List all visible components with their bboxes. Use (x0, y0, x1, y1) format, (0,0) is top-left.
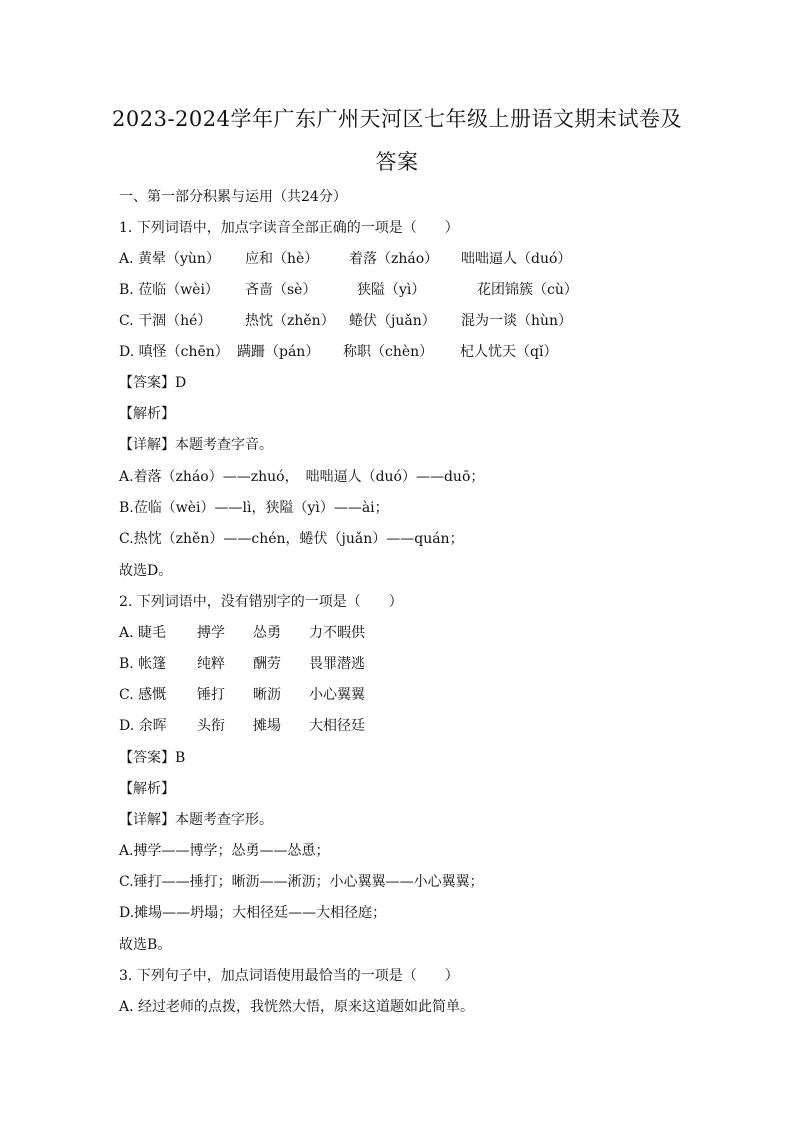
q1-conclusion: 故选D。 (119, 563, 173, 579)
q2-d-word-2: 头衔 (197, 718, 225, 734)
q1-c-word-1: C. 干涸（hé） (119, 313, 212, 329)
q1-stem: 1. 下列词语中，加点字读音全部正确的一项是（ ） (119, 220, 459, 236)
q2-answer: 【答案】B (119, 750, 186, 766)
q1-answer: 【答案】D (119, 375, 187, 391)
q2-a-word-3: 怂勇 (253, 625, 281, 641)
q1-explanation-c: C.热忱（zhěn）——chén，蜷伏（juǎn）——quán； (119, 531, 464, 547)
q1-d-word-3: 称职（chèn） (343, 344, 434, 360)
q1-a-word-2: 应和（hè） (245, 251, 319, 267)
q1-explanation-b: B.莅临（wèi）——lì，狭隘（yì）——ài； (119, 500, 389, 516)
q1-analysis-label: 【解析】 (119, 406, 175, 422)
q3-stem: 3. 下列句子中，加点词语使用最恰当的一项是（ ） (119, 968, 459, 984)
q1-c-word-4: 混为一谈（hùn） (461, 313, 573, 329)
q1-option-d (119, 343, 557, 361)
q2-b-word-3: 酬劳 (253, 656, 281, 672)
q1-a-word-3: 着落（zháo） (349, 251, 439, 267)
q2-c-word-3: 晰沥 (253, 687, 281, 703)
q2-b-word-1: B. 帐篷 (119, 656, 167, 672)
q2-conclusion: 故选B。 (119, 937, 172, 953)
q2-d-word-1: D. 余晖 (119, 718, 167, 734)
q1-a-word-1: A. 黄晕（yùn） (119, 251, 220, 267)
q1-detail: 【详解】本题考查字音。 (119, 437, 273, 453)
q2-b-word-2: 纯粹 (197, 656, 225, 672)
q3-option-a: A. 经过老师的点拨，我恍然大悟，原来这道题如此简单。 (119, 999, 475, 1015)
q1-b-word-2: 吝啬（sè） (245, 282, 317, 298)
q1-b-word-4: 花团锦簇（cù） (477, 282, 578, 298)
q2-option-d (119, 717, 365, 735)
q1-b-word-3: 狭隘（yì） (357, 282, 426, 298)
q2-b-word-4: 畏罪潜逃 (309, 656, 365, 672)
q2-detail: 【详解】本题考查字形。 (119, 812, 273, 828)
q2-option-a (119, 624, 365, 642)
q1-c-word-2: 热忱（zhěn） (245, 313, 335, 329)
q2-a-word-4: 力不暇供 (309, 625, 365, 641)
q2-c-word-2: 锤打 (197, 687, 225, 703)
q2-analysis-label: 【解析】 (119, 781, 175, 797)
q2-c-word-1: C. 感慨 (119, 687, 167, 703)
q1-explanation-a: A.着落（zháo）——zhuó， 咄咄逼人（duó）——duō； (119, 469, 485, 485)
q2-d-word-3: 摊場 (253, 718, 281, 734)
q1-option-c (119, 312, 572, 330)
q2-explanation-a: A.搏学——博学；怂勇——怂恿； (119, 843, 330, 859)
q1-b-word-1: B. 莅临（wèi） (119, 282, 219, 298)
q2-option-c (119, 686, 365, 704)
q1-d-word-2: 蹒跚（pán） (237, 344, 320, 360)
q1-d-word-4: 杞人忧天（qǐ） (460, 344, 558, 360)
section-heading: 一、第一部分积累与运用（共24分） (119, 189, 347, 205)
q1-c-word-3: 蜷伏（juǎn） (349, 313, 436, 329)
q2-a-word-2: 搏学 (197, 625, 225, 641)
q2-stem: 2. 下列词语中，没有错别字的一项是（ ） (119, 594, 403, 610)
q1-option-a (119, 250, 571, 268)
q1-option-b (119, 281, 578, 299)
q2-option-b (119, 655, 365, 673)
q1-d-word-1: D. 嗔怪（chēn） (119, 344, 229, 360)
q2-a-word-1: A. 睫毛 (119, 625, 167, 641)
q2-d-word-4: 大相径廷 (309, 718, 365, 734)
q2-explanation-c: C.锤打——捶打；晰沥——淅沥；小心翼翼——小心翼翼； (119, 874, 484, 890)
q2-explanation-d: D.摊場——坍塌；大相径廷——大相径庭； (119, 905, 387, 921)
document-title-line-2: 答案 (375, 150, 419, 174)
document-title-line-1: 2023-2024学年广东广州天河区七年级上册语文期末试卷及 (112, 107, 682, 131)
q1-a-word-4: 咄咄逼人（duó） (461, 251, 572, 267)
q2-c-word-4: 小心翼翼 (309, 687, 365, 703)
